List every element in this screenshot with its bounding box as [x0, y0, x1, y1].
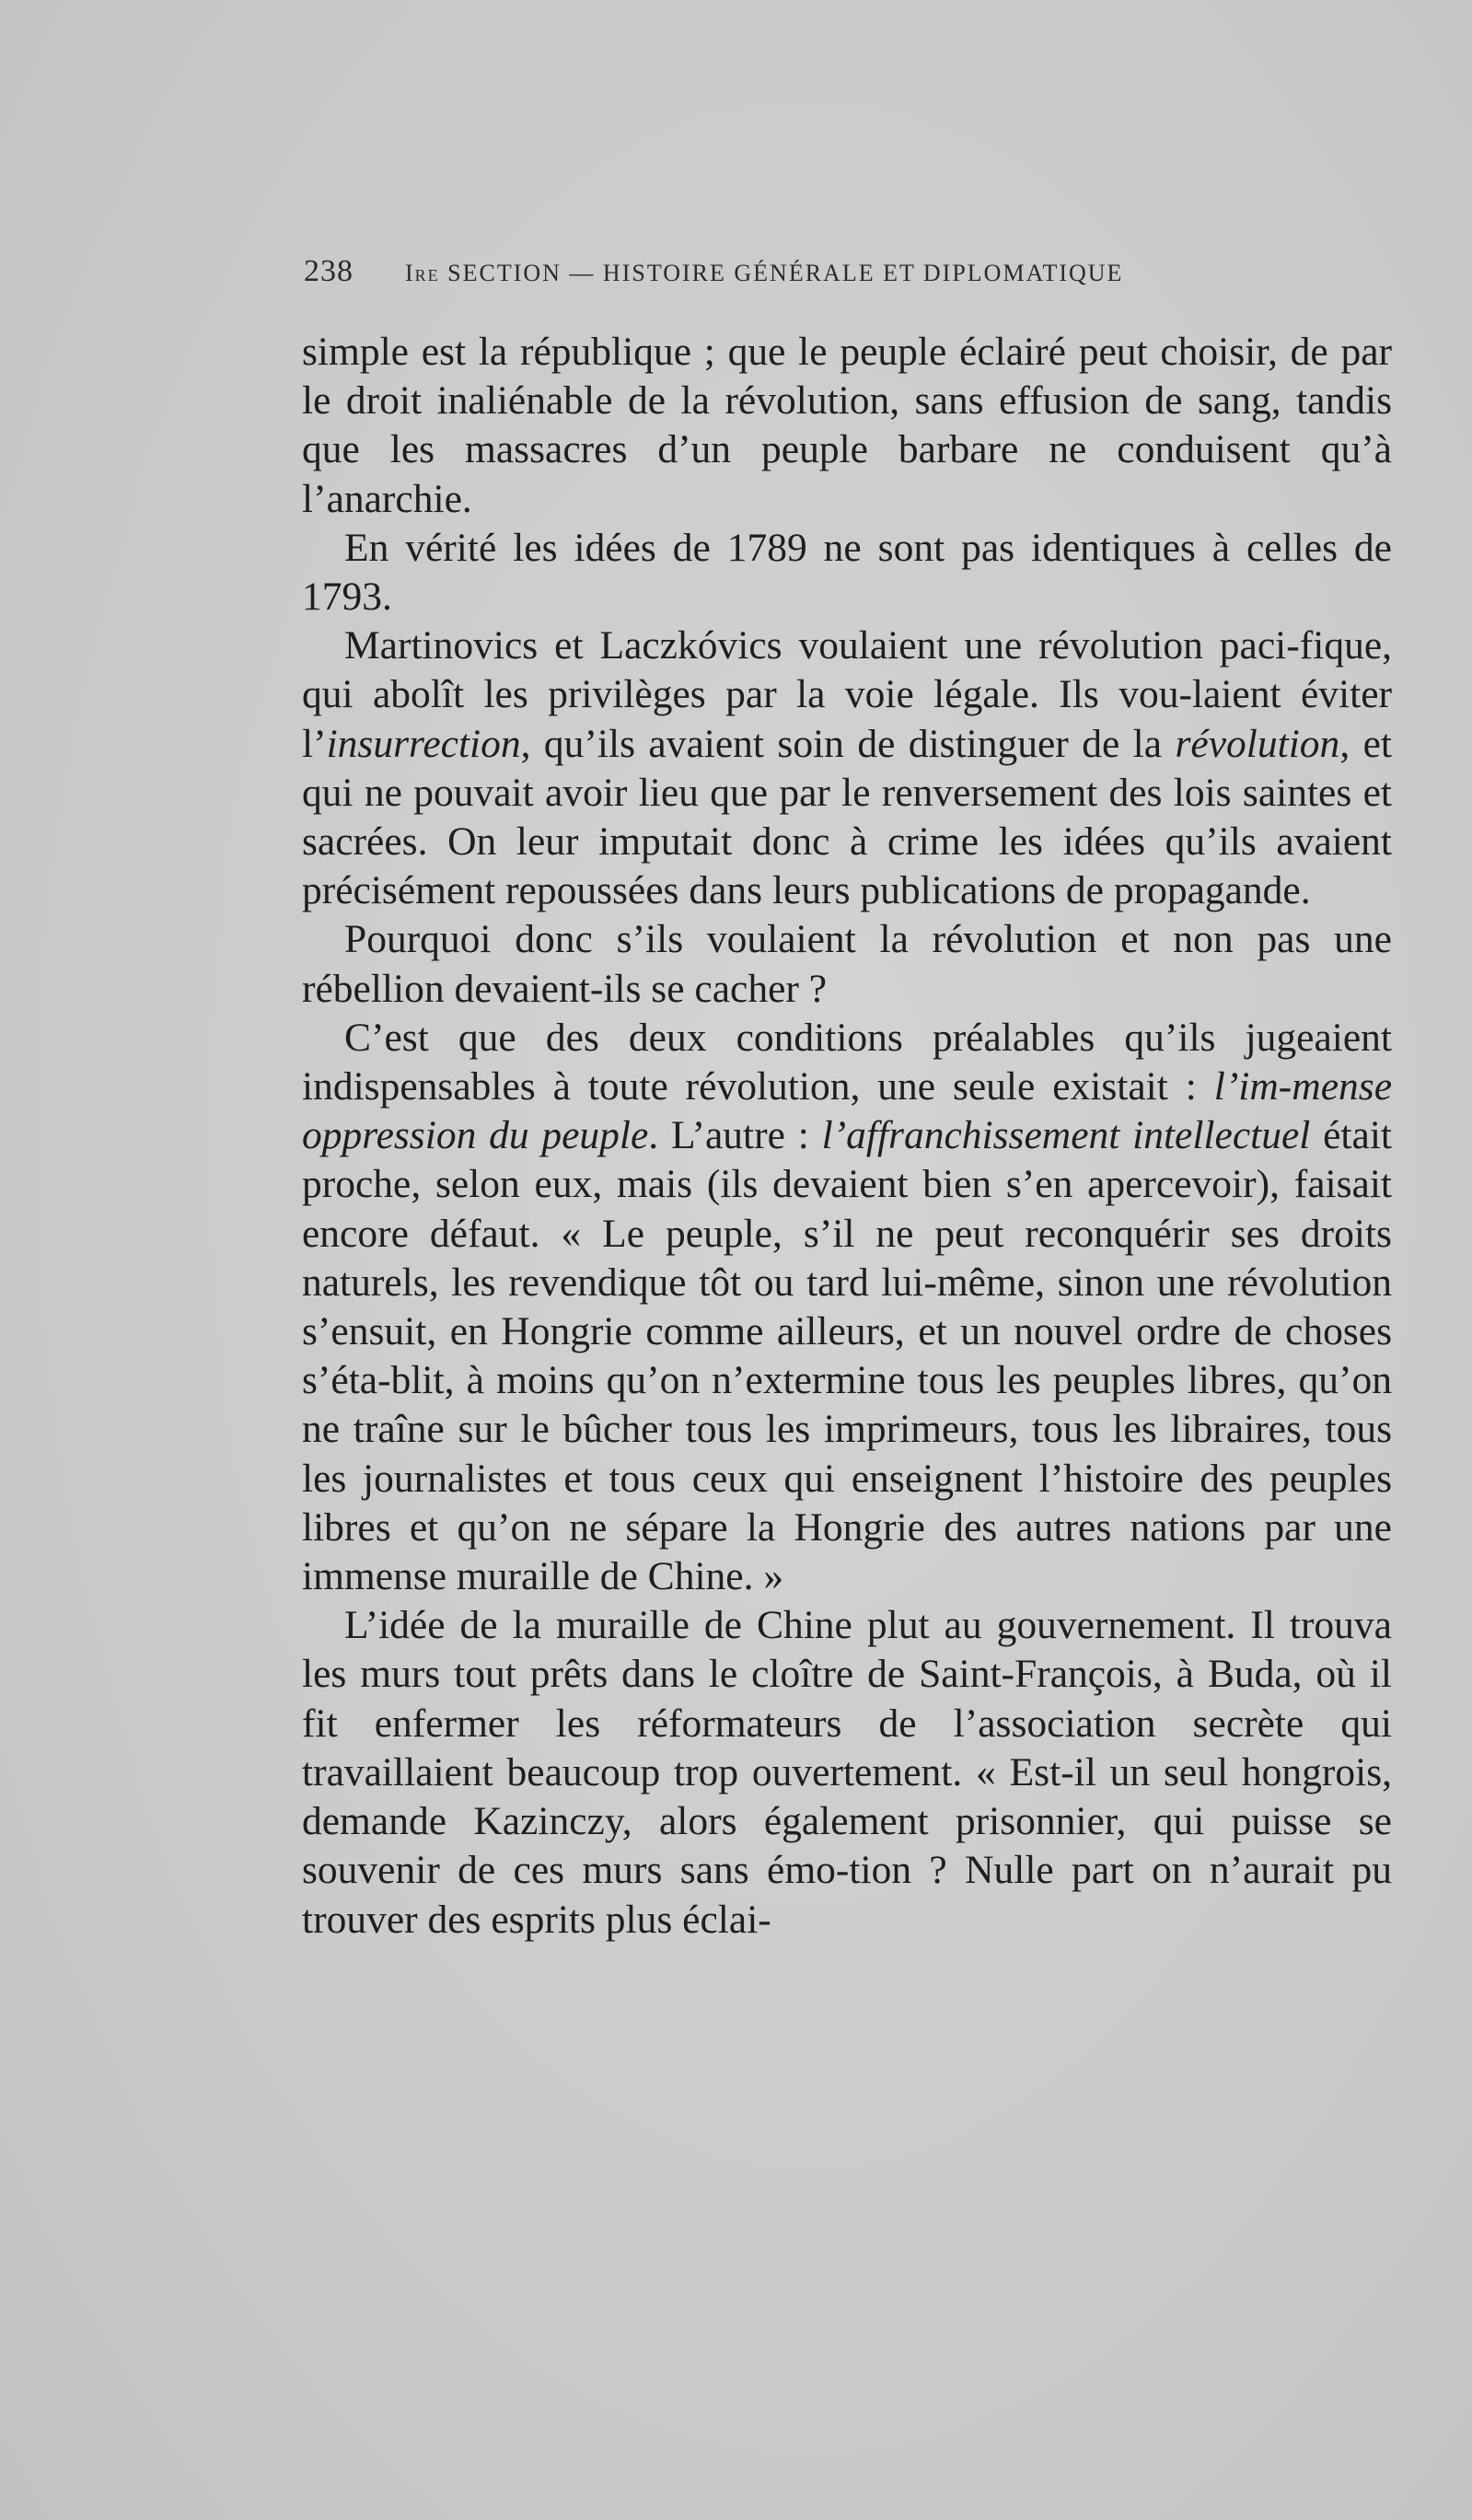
running-head [304, 254, 1224, 291]
text-run: Pourquoi donc s’ils voulaient la révolution et non pas une rébellion devaient-ils se cacher ? [302, 917, 1392, 1011]
text-run: En vérité les idées de 1789 ne sont pas identiques à celles de 1793. [302, 525, 1392, 620]
section-title: Ire SECTION — HISTOIRE GÉNÉRALE ET DIPLOMATIQUE [405, 260, 1124, 286]
text-run: simple est la république ; que le peuple éclairé peut choisir, de par le droit inaliénable de la révolution, sans effusion de sang, tandis que les massacres d’un peuple barbare ne conduisent qu’à l’anarchie. [302, 330, 1392, 521]
text-run: Martinovics et Laczkóvics voulaient une révolution paci-fique, qui abolît les privilèges par la voie légale. Ils vou-laient éviter l’ [302, 623, 1392, 766]
paragraph [302, 915, 1392, 1013]
italic-text: l’im-mense oppression du peuple [302, 1064, 1392, 1158]
paragraph [302, 621, 1392, 915]
text-run: . L’autre : [648, 1113, 822, 1158]
text-run: L’idée de la muraille de Chine plut au gouvernement. Il trouva les murs tout prêts dans le cloître de Saint-François, à Buda, où il fit enfermer les réformateurs de l’association secrète qui travaillaient beaucoup trop ouvertement. « Est-il un seul hongrois, demande Kazinczy, alors également prisonnier, qui puisse se souvenir de ces murs sans émo-tion ? Nulle part on n’aurait pu trouver des esprits plus éclai- [302, 1603, 1392, 1942]
page-number: 238 [304, 254, 354, 288]
text-run: , et qui ne pouvait avoir lieu que par le renversement des lois saintes et sacrées. On leur imputait donc à crime les idées qu’ils avaient précisément repoussées dans leurs publications de propagande. [302, 721, 1392, 913]
italic-text: révolution [1175, 721, 1340, 766]
text-run: , qu’ils avaient soin de distinguer de la [520, 721, 1176, 766]
paragraph [302, 1601, 1392, 1944]
italic-text: insurrection [326, 721, 521, 766]
paragraph [302, 524, 1392, 621]
paragraph [302, 328, 1392, 524]
body-text [302, 328, 1392, 1945]
text-run: C’est que des deux conditions préalables qu’ils jugeaient indispensables à toute révolution, une seule existait : [302, 1015, 1392, 1109]
text-run: était proche, selon eux, mais (ils devaient bien s’en apercevoir), faisait encore défaut. « Le peuple, s’il ne peut reconquérir ses droits naturels, les revendique tôt ou tard lui-même, sinon une révolution s’ensuit, en Hongrie comme ailleurs, et un nouvel ordre de choses s’éta-blit, à moins qu’on n’extermine tous les peuples libres, qu’on ne traîne sur le bûcher tous les imprimeurs, tous les libraires, tous les journalistes et tous ceux qui enseignent l’histoire des peuples libres et qu’on ne sépare la Hongrie des autres nations par une immense muraille de Chine. » [302, 1113, 1392, 1599]
italic-text: l’affranchissement intellectuel [821, 1113, 1311, 1158]
paragraph [302, 1014, 1392, 1601]
